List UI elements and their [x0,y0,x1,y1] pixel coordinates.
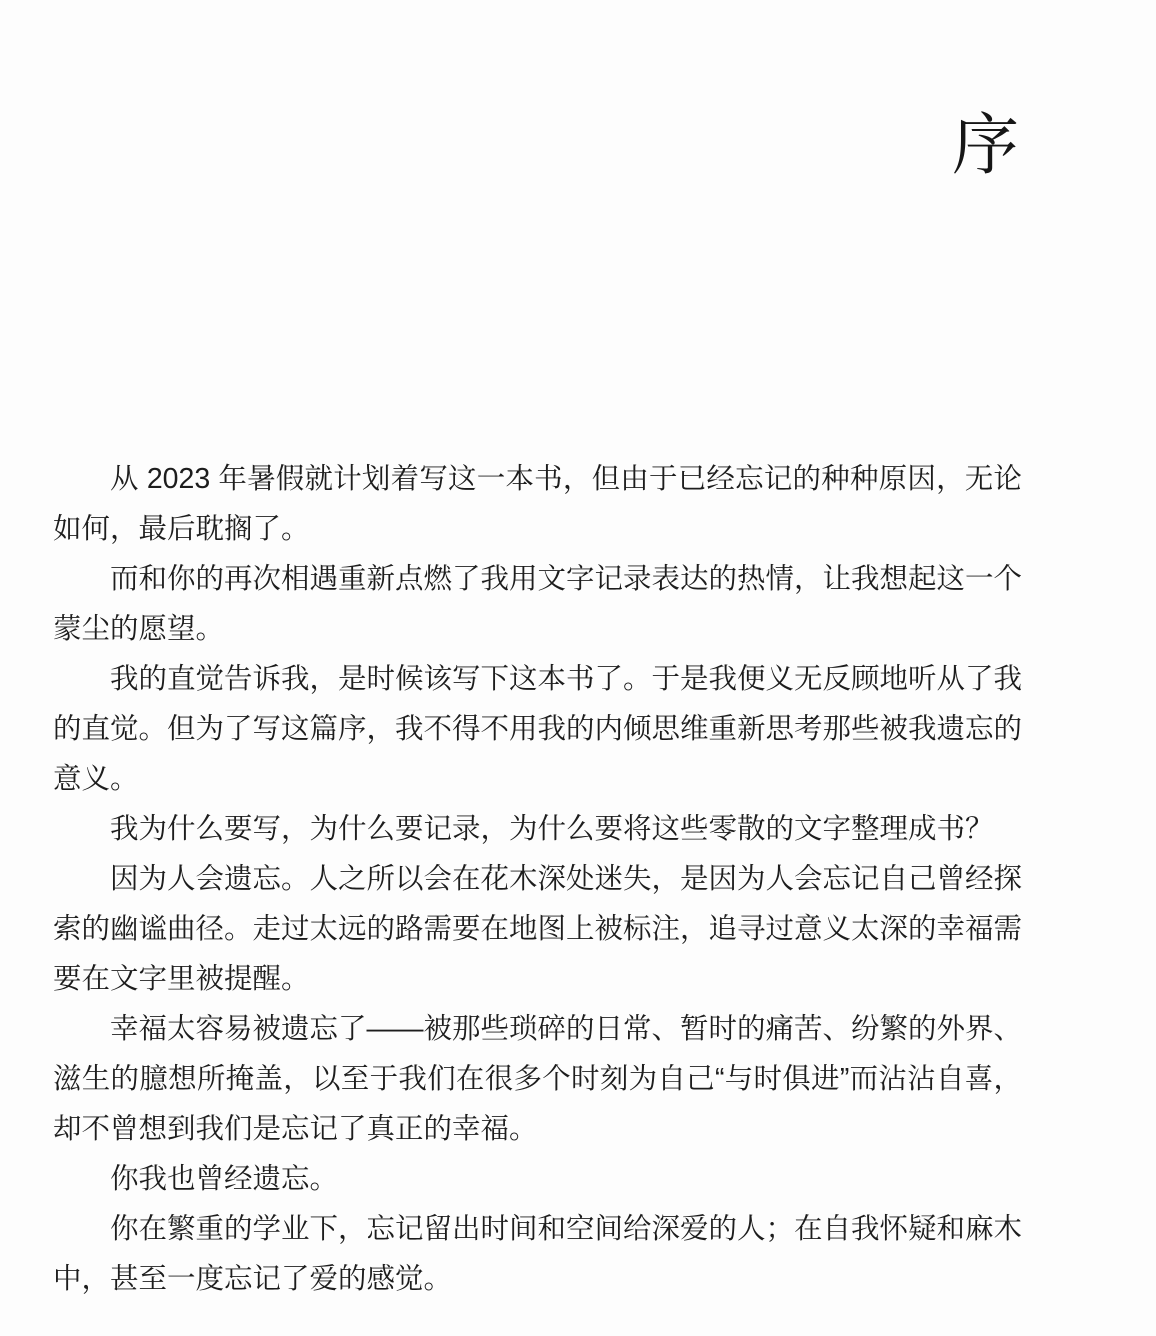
text-line: 滋生的臆想所掩盖，以至于我们在很多个时刻为自己“与时俱进”而沾沾自喜， [53,1063,1022,1095]
paragraph [53,804,1022,854]
paragraph [53,1204,1022,1304]
paragraph [53,1154,1022,1204]
preface-body [53,454,1022,1304]
paragraph [53,1004,1022,1154]
text-line: 中，甚至一度忘记了爱的感觉。 [53,1263,453,1295]
paragraph [53,554,1022,654]
text-line: 你我也曾经遗忘。 [110,1163,339,1195]
text-line: 意义。 [53,763,139,795]
text-line: 我为什么要写，为什么要记录，为什么要将这些零散的文字整理成书？ [110,813,994,845]
text-line: 蒙尘的愿望。 [53,613,225,645]
text-line: 索的幽谧曲径。走过太远的路需要在地图上被标注，追寻过意义太深的幸福需 [53,913,1023,945]
text-line: 因为人会遗忘。人之所以会在花木深处迷失，是因为人会忘记自己曾经探 [110,863,1023,895]
text-line: 如何，最后耽搁了。 [53,513,310,545]
text-line: 从 2023 年暑假就计划着写这一本书，但由于已经忘记的种种原因，无论 [110,463,1022,495]
text-line: 我的直觉告诉我，是时候该写下这本书了。于是我便义无反顾地听从了我 [110,663,1023,695]
text-line: 要在文字里被提醒。 [53,963,310,995]
paragraph [53,854,1022,1004]
text-line: 你在繁重的学业下，忘记留出时间和空间给深爱的人；在自我怀疑和麻木 [110,1213,1023,1245]
text-line: 幸福太容易被遗忘了——被那些琐碎的日常、暂时的痛苦、纷繁的外界、 [110,1013,1023,1045]
page-title: 序 [952,108,1019,183]
paragraph [53,654,1022,804]
paragraph [53,454,1022,554]
text-line: 而和你的再次相遇重新点燃了我用文字记录表达的热情，让我想起这一个 [110,563,1023,595]
text-line: 的直觉。但为了写这篇序，我不得不用我的内倾思维重新思考那些被我遗忘的 [53,713,1023,745]
text-line: 却不曾想到我们是忘记了真正的幸福。 [53,1113,538,1145]
